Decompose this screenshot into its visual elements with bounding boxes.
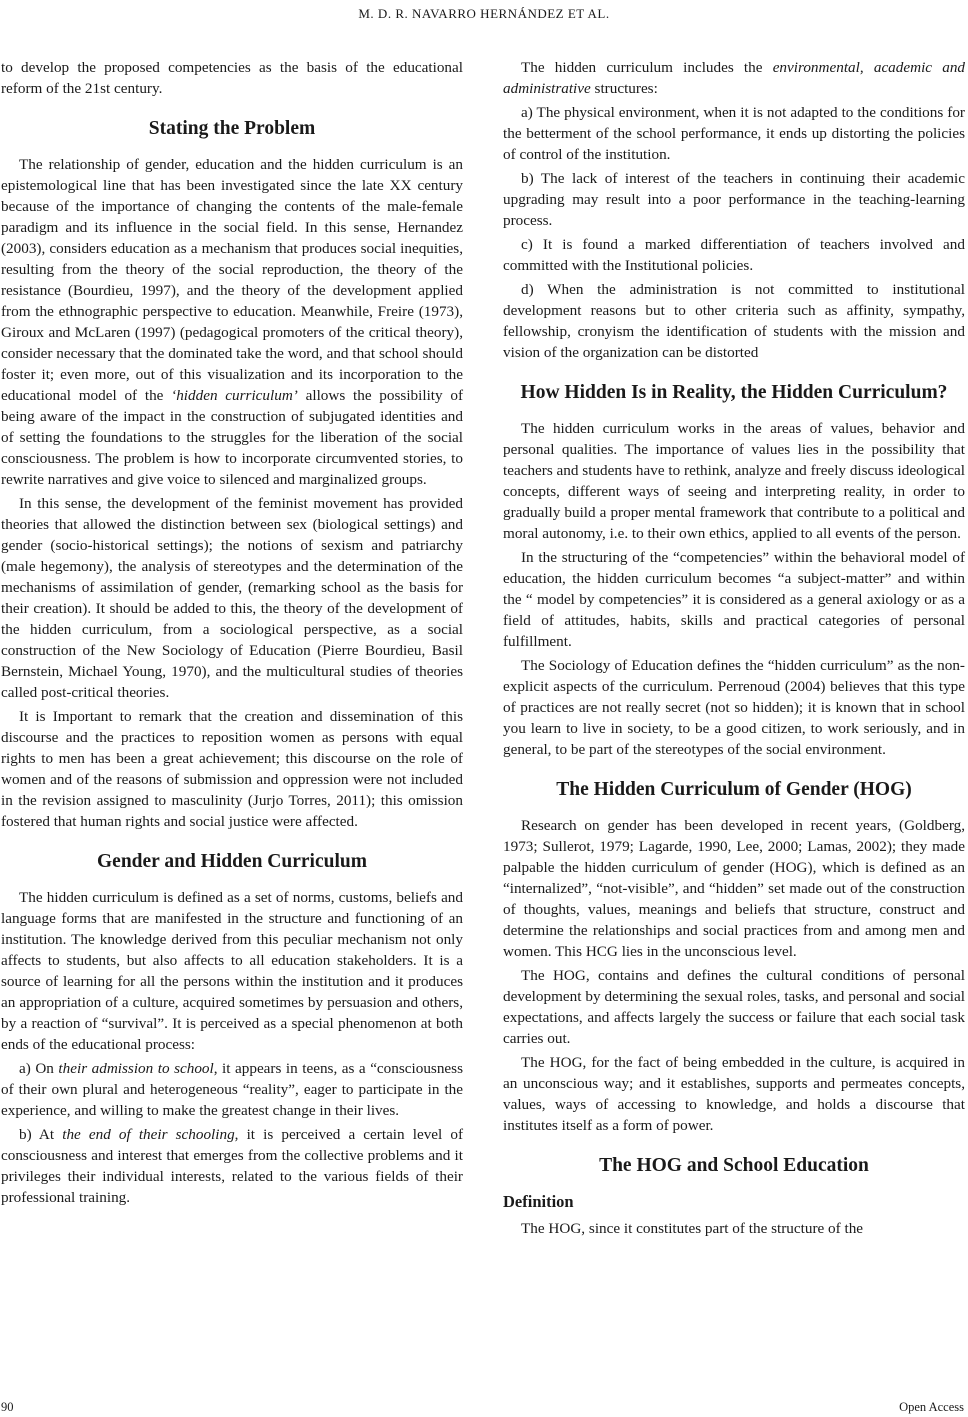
paragraph: In the structuring of the “competencies” within the behavioral model of education, the hidden curriculum becomes “a subject-matter” and within the “ model by competencies” it is considered as a general axiology or as a field of attitudes, habits, skills and practical categories of personal fulfillment. bbox=[503, 549, 965, 650]
paragraph: The hidden curriculum includes the environmental, academic and administrative structures: bbox=[503, 59, 966, 97]
left-column bbox=[1, 57, 463, 1211]
paragraph: The hidden curriculum is defined as a set of norms, customs, beliefs and language forms that are manifested in the structure and functioning of an institution. The knowledge derived from this peculiar mechanism not only affects to students, but also affects to all education stakeholders. It is a source of learning for all the persons within the institution and it produces an appropriation of a culture, acquired sometimes by persuasion and others, by a reaction of “survival”. It is perceived as a special phenomenon at both ends of the educational process: bbox=[1, 889, 463, 1053]
list-item: d) When the administration is not committed to institutional development reasons but to other criteria such as affinity, sympathy, fellowship, cronyism the identification of students with the mission and vision of the organization can be distorted bbox=[503, 281, 965, 361]
page-number: 90 bbox=[1, 1400, 14, 1414]
section-heading-gender-and-hidden-curriculum: Gender and Hidden Curriculum bbox=[97, 851, 367, 872]
paragraph: In this sense, the development of the feminist movement has provided theories that allowed the distinction between sex (biological settings) and gender (socio-historical settings); the notions of sexism and patriarchy (male hegemony), the analysis of stereotypes and the determination of the mechanisms of assimilation of gender, (remarking school as the basis for their creation). It should be added to this, the theory of the development of the hidden curriculum, from a sociological perspective, as a social construction of the New Sociology of Education (Pierre Bourdieu, Basil Bernstein, Michael Young, 1970), and the multicultural studies of theories called post-critical theories. bbox=[1, 495, 463, 701]
section-heading-hog: The Hidden Curriculum of Gender (HOG) bbox=[556, 779, 912, 800]
paragraph: The HOG, contains and defines the cultural conditions of personal development by determining the sexual roles, tasks, and personal and social expectations, and affects largely the success or failure that each social task carries out. bbox=[503, 967, 965, 1047]
list-item: a) The physical environment, when it is not adapted to the conditions for the betterment of the school performance, it ends up distorting the policies of control of the institution. bbox=[503, 104, 965, 163]
section-heading-hog-school-education: The HOG and School Education bbox=[599, 1155, 869, 1176]
emphasis: academic and administrative bbox=[503, 59, 966, 97]
list-item: c) It is found a marked differentiation of teachers involved and committed with the Institutional policies. bbox=[503, 236, 965, 274]
paragraph: It is Important to remark that the creation and dissemination of this discourse and the practices to reposition women as persons with equal rights to men has been a great achievement; this discourse on the role of women and of the reasons of submission and oppression were not included in the revision assigned to masculinity (Jurjo Torres, 2011); this omission fostered that human rights and social justice were affected. bbox=[1, 708, 463, 830]
list-item: b) The lack of interest of the teachers in continuing their academic upgrading may result into a poor performance in the teaching-learning process. bbox=[503, 170, 965, 229]
running-head: M. D. R. NAVARRO HERNÁNDEZ ET AL. bbox=[358, 6, 610, 21]
paragraph: b) At the end of their schooling, it is perceived a certain level of consciousness and interest that emerges from the collective problems and it privileges their individual interests, related to the various fields of their professional training. bbox=[1, 1126, 463, 1206]
emphasis: the end of their schooling bbox=[62, 1126, 235, 1143]
paragraph: a) On their admission to school, it appears in teens, as a “consciousness of their own plural and heterogeneous “reality”, eager to participate in the experience, and willing to make the greatest change in their lives. bbox=[1, 1060, 463, 1119]
emphasis: ‘hidden curriculum’ bbox=[171, 387, 298, 404]
emphasis: their admission to school bbox=[58, 1060, 214, 1077]
paragraph: The HOG, since it constitutes part of the structure of the bbox=[521, 1220, 864, 1237]
paragraph: The HOG, for the fact of being embedded in the culture, is acquired in an unconscious way; and it establishes, supports and permeates concepts, values, ways of accessing to knowledge, and holds a discourse that institutes itself as a form of power. bbox=[503, 1054, 965, 1134]
emphasis: environmental bbox=[772, 59, 860, 76]
section-heading-how-hidden: How Hidden Is in Reality, the Hidden Curriculum? bbox=[520, 382, 948, 403]
paragraph: to develop the proposed competencies as the basis of the educational reform of the 21st century. bbox=[1, 59, 463, 97]
paragraph: The hidden curriculum works in the areas of values, behavior and personal qualities. The importance of values lies in the possibility that teachers and students have to rethink, analyze and freely discuss ideological concepts, different ways of seeing and interpreting reality, in order to gradually build a proper mental framework that contribute to a political and moral autonomy, i.e. to their own ethics, applied to all events of the person. bbox=[503, 420, 965, 542]
subsection-heading-definition: Definition bbox=[503, 1192, 574, 1211]
right-column bbox=[503, 57, 965, 1242]
paragraph: Research on gender has been developed in recent years, (Goldberg, 1973; Sullerot, 1979; Lagarde, 1990, Lee, 2000; Lamas, 2002); they made palpable the hidden curriculum of gender (HOG), which is defined as an “internalized”, “not-visible”, and “hidden” set made out of the construction of thoughts, values, meanings and beliefs that structure, construct and determine the relationships and social practices from and among men and women. This HCG lies in the unconscious level. bbox=[503, 817, 965, 960]
paragraph: The relationship of gender, education and the hidden curriculum is an epistemological line that has been investigated since the late XX century because of the importance of changing the contents of the male-female paradigm and its influence in the social field. In this sense, Hernandez (2003), considers education as a mechanism that produces social inequities, resulting from the theory of the social reproduction, the theory of the resistance (Bourdieu, 1997), and the theory of the development applied from the ethnographic perspective to education. Meanwhile, Freire (1973), Giroux and McLaren (1997) (pedagogical promoters of the critical theory), consider necessary that the dominated take the word, and that school should foster it; even more, out of this visualization and its incorporation to the educational model of the ‘hidden curriculum’ allows the possibility of being aware of the impact in the construction of subjugated identities and of setting the foundations to the struggles for the liberation of the social consciousness. The problem is how to incorporate circumvented stories, to rewrite narratives and give voice to silenced and marginalized groups. bbox=[1, 156, 464, 488]
journal-label: Open Access bbox=[899, 1400, 964, 1414]
section-heading-stating-the-problem: Stating the Problem bbox=[148, 118, 316, 139]
paragraph: The Sociology of Education defines the “hidden curriculum” as the non-explicit aspects of the curriculum. Perrenoud (2004) believes that this type of practices are not really secret (not so hidden); it is known that in school you learn to live in society, to be a good citizen, to work seriously, and in general, to be part of the stereotypes of the social environment. bbox=[503, 657, 965, 758]
